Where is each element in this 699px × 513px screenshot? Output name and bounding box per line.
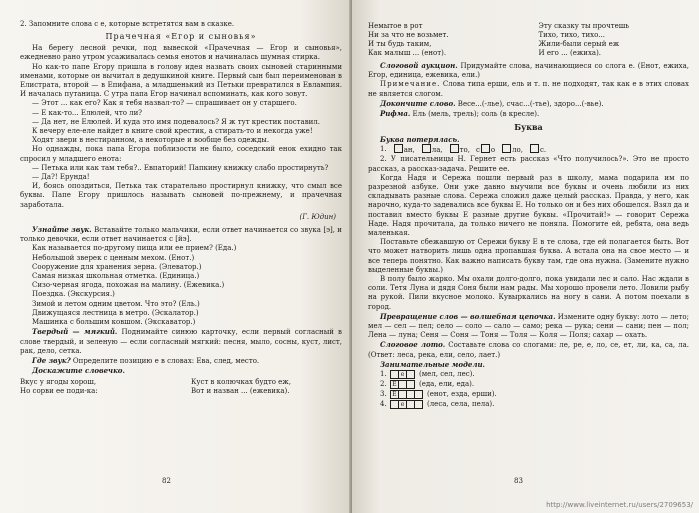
finish-label: Докончите слово.	[380, 98, 456, 108]
story-title: Прачечная «Егор и сыновья»	[105, 32, 257, 42]
page-number: 82	[162, 477, 171, 485]
poem-line: И ты будь таким,	[368, 40, 432, 48]
model-row: 2. Е (еда, ели, еда).	[380, 380, 475, 389]
note	[368, 80, 689, 98]
task-solid	[20, 327, 342, 356]
chain-label: Превращение слов — волшебная цепочка.	[380, 311, 556, 321]
task-text: Вставайте только мальчики, если ответ начинается со звука [э], и только девочки, если ответ начинается с [йэ].	[20, 226, 342, 244]
model-boxes: Е	[390, 390, 423, 399]
lost-item: с.	[529, 144, 546, 155]
task-finish	[368, 99, 689, 109]
task-label: Узнайте звук.	[32, 225, 92, 235]
task-auction	[368, 61, 689, 80]
question: Небольшой зверек с ценным мехом. (Енот.)	[32, 253, 195, 262]
letter-box	[394, 144, 403, 153]
model-boxes: е	[390, 400, 423, 409]
paragraph: — Да?! Ерунда!	[32, 173, 90, 182]
models-label: Занимательные модели.	[380, 359, 485, 369]
poem-line: Жили-были серый еж	[538, 40, 620, 48]
rhyme-text: Ель (мель, трель); соль (в кресле).	[412, 110, 540, 119]
paragraph: Но как-то папе Егору пришла в голову идея назвать своих сыновей старинными именами, которые он вычитал в дедушкиной книге. Первый сын был переименован в Елистрата, второй — в Епифана, а младшенький из Петьки превратился в Евлампия. И началась путаница. С утра папа Егор начинал вспоминать, как кого зовут.	[20, 62, 342, 99]
where-label: Где звук?	[32, 355, 71, 365]
solid-label: Твердый — мягкий.	[32, 327, 118, 337]
chain-text: Измените одну букву: лото — лето; мел — сел — пел; село — соло — сало — само; река — рука; сени — сани; пен — пол; Лена — луна; Сеня — Соня — Тоня — Толя — Коля — Поля; сахар — охать.	[368, 312, 689, 340]
paragraph: Ходят звери в нестиранном, а некоторые и вообще без одежды.	[32, 136, 270, 145]
question: Поездка. (Экскурсия.)	[32, 290, 115, 299]
poem-line: И его ... (ежиха).	[538, 49, 602, 57]
lost-item: ан,	[393, 144, 415, 155]
letter-box	[450, 144, 459, 153]
paragraph: 2. У писательницы Н. Гернет есть рассказ «Что получилось?». Это не просто рассказ, а рассказ-задача. Решите ее.	[368, 155, 689, 173]
letter-box	[502, 144, 511, 153]
where-text: Определите позицию е в словах: Ева, след, место.	[72, 356, 260, 365]
letter-box	[422, 144, 431, 153]
rhyme-label: Рифма.	[380, 109, 411, 119]
paragraph: — Петька или как там тебя?.. Евпаторий! Папкину книжку слабо простирнуть?	[32, 163, 329, 172]
paragraph: Но однажды, пока папа Егора поблизости не было, соседский енок ехидно так спросил у младшего енота:	[20, 145, 342, 163]
poem-line: Тихо, тихо, тихо...	[538, 31, 605, 39]
watermark: http://www.liveinternet.ru/users/2709653/	[546, 501, 693, 509]
paragraph: — Да нет, не Елюлей. И куда это имя подевалось? Я ж тут крестик поставил.	[32, 117, 320, 126]
lotto-text: Составьте слова со слогами: ле, ре, е, ло, се, ет, ли, ка, са, ла. (Ответ: леса, река, ели, село, лает.)	[368, 341, 690, 359]
question: Движущаяся лестница в метро. (Эскалатор.)	[32, 308, 199, 317]
section-title: Буква	[514, 122, 543, 133]
poem-line: Куст в колючках будто еж,	[191, 378, 291, 387]
lost-item: 1.	[380, 145, 387, 154]
task-lotto	[368, 340, 689, 359]
task-where	[20, 356, 342, 366]
model-row: 1. е (мел, сел, лес).	[380, 370, 475, 379]
poem-line: Вкус у ягоды хорош,	[20, 378, 97, 387]
page-number: 83	[514, 477, 523, 485]
question: Сизо-черная ягода, похожая на малину. (Ежевика.)	[32, 281, 225, 290]
question: Машинка с большим ковшом. (Экскаватор.)	[32, 318, 196, 327]
model-row: 3. Е (енот, езда, ерши).	[380, 390, 497, 399]
letter-box	[481, 144, 490, 153]
model-row: 4. е (леса, села, пела).	[380, 400, 495, 409]
paragraph: Поставьте сбежавшую от Сережи букву Е в те слова, где ей полагается быть. Вот что может натворить лишь одна пропавшая буква. А встала она на свое место — и все теперь понятно. Как важно написать букву там, где она нужна. (Замените нужно выделенные буквы.)	[368, 238, 689, 274]
paragraph: — Этот ... как его? Как я тебя назвал-то? — спрашивает он у старшего.	[32, 99, 297, 108]
poem-right-col	[539, 22, 690, 58]
question: Как называется по-другому пища или ее прием? (Еда.)	[32, 244, 237, 253]
paragraph: На берегу лесной речки, под вывеской «Прачечная — Егор и сыновья», ежедневно рано утром усаживалась семья енотов и начиналась шумная стирка.	[20, 44, 342, 62]
question: Зимой и летом одним цветом. Что это? (Ель.)	[32, 299, 200, 308]
finish-text: Весе...(-лье), счас...(-тье), здоро...(-вье).	[457, 99, 604, 108]
paragraph: — Е как-то... Елюлей, что ли?	[32, 108, 142, 117]
paragraph: И, боясь опоздиться, Петька так старательно простирнул книжку, что смыл все буквы. Папе Егору пришлось называть сыновей по-прежнему, и прачечная заработала.	[20, 182, 342, 209]
note-text: Слова типа ерши, ель и т. п. не подходят, так как е в этих словах не является слогом.	[368, 80, 689, 98]
model-boxes: Е	[390, 380, 415, 389]
models-list	[368, 369, 689, 409]
poem-left-col	[20, 378, 171, 396]
solid-text: Поднимайте синюю карточку, если первый согласный в слове твердый, и зеленую — если согласный мягкий: песня, мыло, сосны, куст, лист, рак, дело, сетка.	[20, 328, 342, 355]
poem-line: Ни за что не возьмет.	[368, 31, 449, 39]
signature: (Г. Юдин)	[299, 212, 336, 221]
finish-label: Доскажите словечко.	[32, 366, 125, 376]
poem-block	[20, 378, 342, 396]
poem-block	[368, 22, 689, 58]
model-boxes: е	[390, 370, 415, 379]
question: Самая низкая школьная отметка. (Единица.)	[32, 272, 200, 281]
auction-label: Слоговой аукцион.	[380, 61, 458, 70]
poem-right-col	[191, 378, 342, 396]
letter-box	[530, 144, 539, 153]
lost-item: ло,	[501, 144, 523, 155]
note-label: Примечание.	[380, 80, 441, 89]
task-rhyme	[368, 109, 689, 119]
paragraph: К вечеру еле-еле найдет в книге свой крестик, а стирать-то и некогда уже!	[32, 127, 313, 136]
poem-line: Но сорви ее поди-ка:	[20, 387, 98, 396]
paragraph: В полу было жарко. Мы охали долго-долго, пока увидали лес и сало. Нас ждали в соли. Тетя Луна и дядя Соня были нам рады. Мы хорошо провели лето. Ловили рыбу на рукой. Пили вкусное молоко. Кувыркались на ногу в сани. А потом поехали в город.	[368, 275, 689, 311]
task-sound	[20, 225, 342, 244]
task-chain	[368, 312, 689, 341]
poem-line: Эту сказку ты прочтешь	[538, 22, 630, 30]
task-2: 2. Запомните слова с е, которые встретятся вам в сказке.	[20, 20, 235, 28]
lost-item: ла,	[421, 144, 443, 155]
lost-label: Буква потерялась.	[380, 135, 460, 145]
lost-letter-row	[368, 144, 689, 155]
poem-line: Как малыш ... (енот).	[368, 49, 447, 57]
lost-item: с о	[475, 146, 496, 155]
poem-left-col	[368, 22, 519, 58]
auction-text: Придумайте слова, начинающиеся со слога е. (Енот, ежиха, Егор, единица, ежевика, ели.)	[368, 62, 689, 80]
paragraph: Когда Надя и Сережа пошли первый раз в школу, мама подарила им по разрезной азбуке. Они уже давно выучили все буквы и очень любили из них складывать разные слова. Сережа сложил даже целый рассказ. Правда, у него, как нарочно, куда-то задевались все буквы Е. Но только он и без них обошелся. Взял да и поставил вместо буквы Е разные другие буквы. «Прочитай!» — говорит Сережа Наде. Надя прочитала, да только ничего не поняла. Помогите ей, ребята, она ведь маленькая.	[368, 173, 689, 238]
lotto-label: Слоговое лото.	[380, 340, 446, 350]
page-right	[352, 0, 699, 513]
poem-line: Немытое в рот	[368, 22, 423, 30]
poem-line: Вот и назван ... (ежевика).	[191, 387, 290, 396]
question: Сооружение для хранения зерна. (Элеватор.)	[32, 262, 202, 271]
lost-item: то,	[449, 144, 470, 155]
